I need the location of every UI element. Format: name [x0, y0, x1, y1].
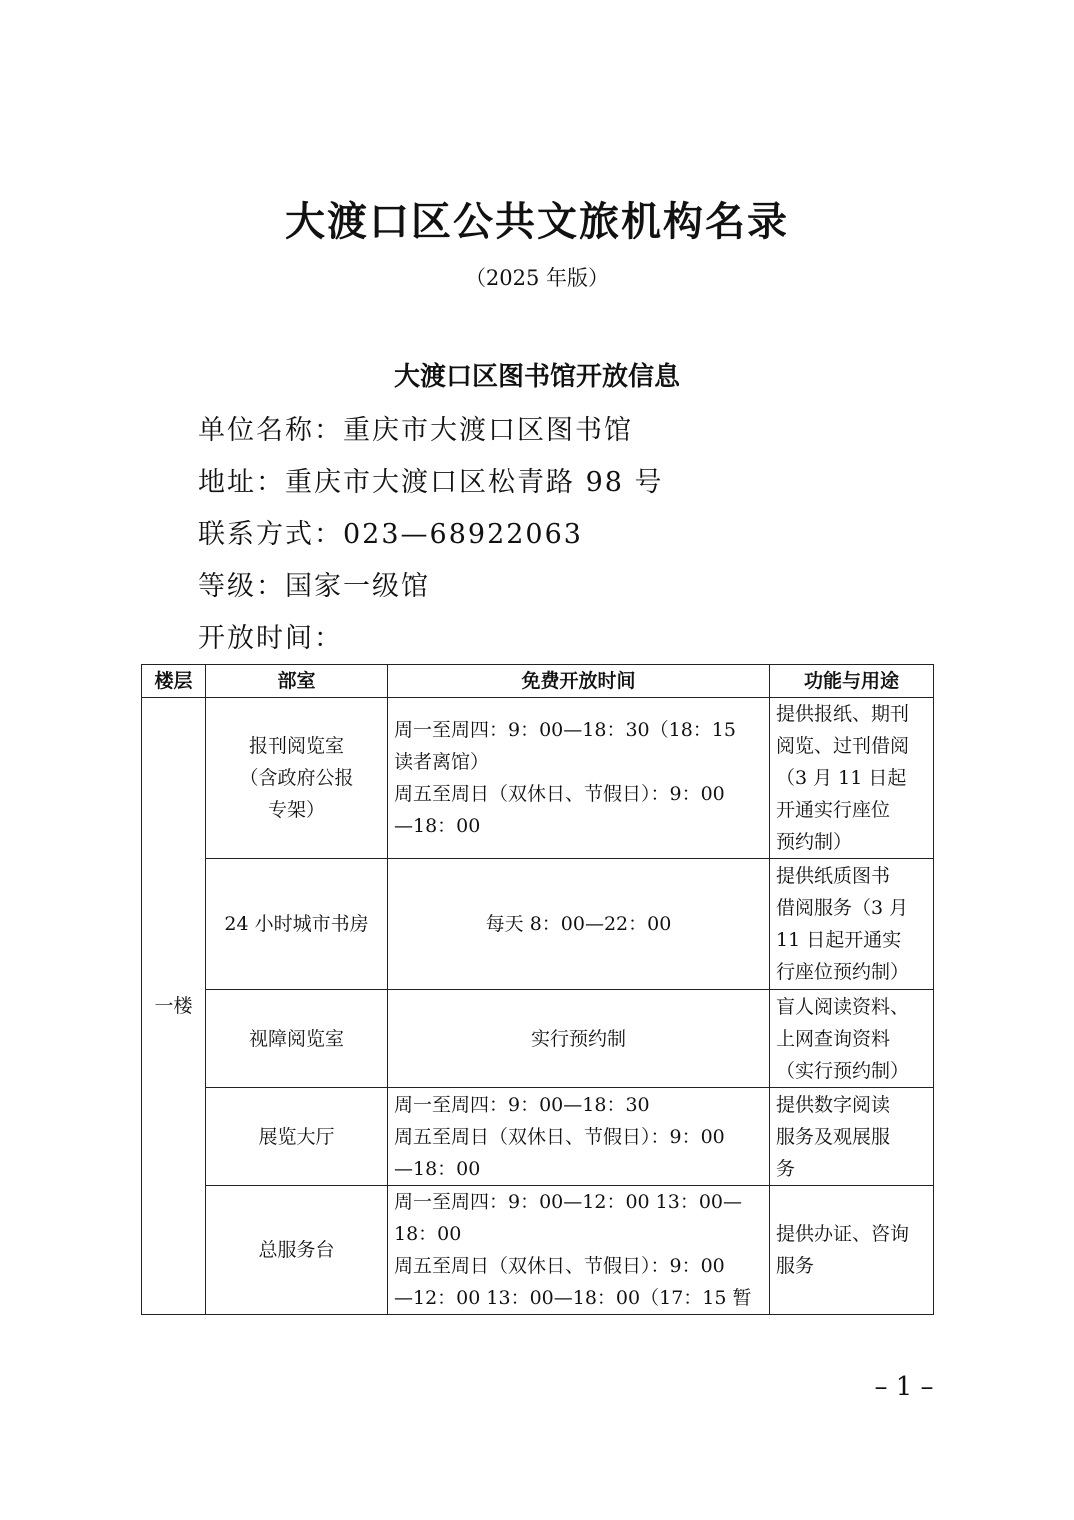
dept-cell: [206, 698, 388, 859]
info-grade: [198, 564, 430, 603]
function-line: （实行预约制）: [776, 1059, 910, 1082]
info-label: 地址：: [198, 467, 285, 498]
document-title: 大渡口区公共文旅机构名录: [285, 199, 789, 245]
function-line: 11 日起开通实: [776, 929, 902, 951]
function-line: 务: [776, 1157, 796, 1180]
function-line: 服务: [776, 1255, 815, 1277]
info-value: 023—68922063: [343, 519, 583, 550]
info-label: 等级：: [198, 571, 285, 602]
time-line: 周五至周日（双休日、节假日）：9：00: [394, 783, 725, 805]
time-line: 18：00: [394, 1223, 462, 1245]
function-cell: [770, 1088, 934, 1186]
time-line: —12：00 13：00—18：00（17：15 暂: [394, 1287, 752, 1309]
function-cell: [770, 859, 934, 990]
dept-line: 24 小时城市书房: [224, 913, 369, 935]
header-floor: 楼层: [142, 665, 206, 698]
function-line: 提供办证、咨询: [776, 1223, 910, 1245]
page-number: – 1 –: [874, 1372, 934, 1402]
floor-cell: 一楼: [142, 698, 206, 1315]
table-header-row: [142, 665, 934, 698]
time-cell: [388, 1088, 770, 1186]
function-cell: [770, 990, 934, 1088]
info-address: [198, 460, 664, 499]
time-line: 每天 8：00—22：00: [485, 913, 672, 935]
info-value: 重庆市大渡口区图书馆: [343, 415, 633, 446]
time-line: —18：00: [394, 815, 481, 837]
table-row: [142, 1088, 934, 1186]
function-line: 行座位预约制）: [776, 961, 910, 983]
dept-line: 视障阅览室: [248, 1027, 344, 1050]
function-line: 提供报纸、期刊: [776, 703, 910, 725]
time-line: 周一至周四：9：00—12：00 13：00—: [394, 1191, 743, 1213]
function-line: 预约制）: [776, 831, 853, 853]
header-department: 部室: [206, 665, 388, 698]
table-row: [142, 1186, 934, 1315]
time-line: 周一至周四：9：00—18：30: [394, 1093, 650, 1116]
dept-line: （含政府公报: [239, 767, 354, 789]
function-cell: [770, 698, 934, 859]
dept-cell: [206, 859, 388, 990]
dept-line: 报刊阅览室: [248, 735, 344, 757]
function-line: 借阅服务（3 月: [776, 897, 909, 919]
time-line: 周一至周四：9：00—18：30（18：15: [394, 719, 736, 741]
time-cell: [388, 859, 770, 990]
time-cell: [388, 1186, 770, 1315]
function-line: 开通实行座位: [776, 799, 891, 821]
time-line: —18：00: [394, 1157, 481, 1180]
time-line: 读者离馆）: [394, 751, 490, 773]
function-line: 提供数字阅读: [776, 1093, 891, 1116]
document-subtitle: （2025 年版）: [464, 266, 610, 290]
time-line: 实行预约制: [530, 1027, 626, 1050]
function-line: 阅览、过刊借阅: [776, 735, 910, 757]
function-line: （3 月 11 日起: [776, 767, 907, 789]
time-line: 周五至周日（双休日、节假日）：9：00: [394, 1125, 725, 1148]
function-cell: [770, 1186, 934, 1315]
time-line: 周五至周日（双休日、节假日）：9：00: [394, 1255, 725, 1277]
info-value: 重庆市大渡口区松青路 98 号: [285, 467, 664, 498]
section-title: 大渡口区图书馆开放信息: [393, 362, 680, 392]
dept-line: 总服务台: [258, 1239, 335, 1261]
time-cell: [388, 990, 770, 1088]
info-opening-hours: [198, 616, 343, 655]
function-line: 提供纸质图书: [776, 865, 891, 887]
info-unit-name: [198, 408, 633, 447]
opening-hours-table: [141, 664, 934, 1315]
header-open-time: 免费开放时间: [388, 665, 770, 698]
dept-cell: [206, 1088, 388, 1186]
info-value: 国家一级馆: [285, 571, 430, 602]
dept-line: 展览大厅: [258, 1125, 335, 1148]
dept-line: 专架）: [267, 799, 325, 821]
time-cell: [388, 698, 770, 859]
info-label: 开放时间：: [198, 623, 343, 654]
table-row: [142, 859, 934, 990]
function-line: 上网查询资料: [776, 1027, 891, 1050]
function-line: 盲人阅读资料、: [776, 995, 910, 1018]
info-label: 单位名称：: [198, 415, 343, 446]
dept-cell: [206, 1186, 388, 1315]
table-row: [142, 698, 934, 859]
info-contact: [198, 512, 583, 551]
header-function: 功能与用途: [770, 665, 934, 698]
table-row: [142, 990, 934, 1088]
info-label: 联系方式：: [198, 519, 343, 550]
function-line: 服务及观展服: [776, 1125, 891, 1148]
dept-cell: [206, 990, 388, 1088]
